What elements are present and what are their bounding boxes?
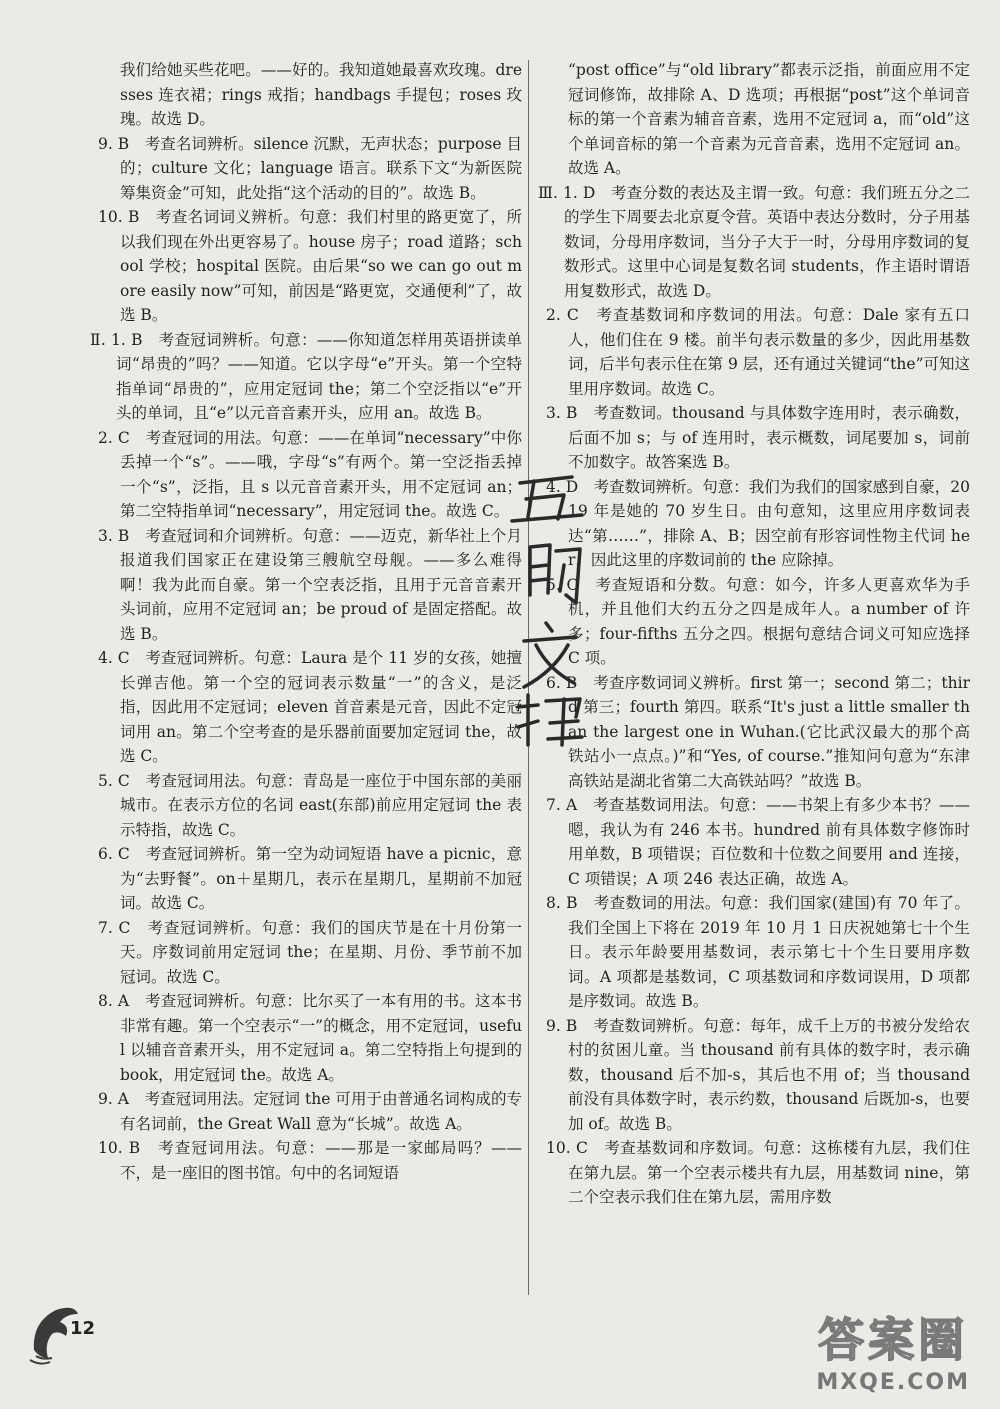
- answer-paragraph: 7. C 考查冠词辨析。句意：我们的国庆节是在十月份第一天。序数词前用定冠词 the；在星期、月份、季节前不加冠词。故选 C。: [98, 918, 522, 986]
- page-number: 12: [70, 1318, 96, 1339]
- answer-paragraph: 2. C 考查冠词的用法。句意：——在单词“necessary”中你丢掉一个“s”。——哦，字母“s”有两个。第一空泛指丢掉一个“s”，泛指，且 s 以元音音素开头，用不定冠词 an；第二空特指单词“necessary”，用定冠词 the。故选 C。: [98, 428, 522, 520]
- answer-paragraph: 9. A 考查冠词用法。定冠词 the 可用于由普通名词构成的专有名词前，the Great Wall 意为“长城”。故选 A。: [98, 1090, 522, 1133]
- answer-paragraph: 5. C 考查短语和分数。句意：如今，许多人更喜欢华为手机，并且他们大约五分之四是成年人。a number of 许多；four-fifths 五分之四。根据句意结合词义可知应选择 C 项。: [546, 575, 970, 667]
- handwritten-annotation: [502, 455, 592, 755]
- answer-paragraph: 6. C 考查冠词辨析。第一空为动词短语 have a picnic，意为“去野餐”。on＋星期几，表示在星期几，星期前不加冠词。故选 C。: [98, 845, 522, 912]
- answer-paragraph: 3. B 考查数词。thousand 与具体数字连用时，表示确数，后面不加 s；与 of 连用时，表示概数，词尾要加 s，词前不加数字。故答案选 B。: [546, 404, 970, 471]
- left-column: [90, 58, 522, 1185]
- answer-paragraph: 我们给她买些花吧。——好的。我知道她最喜欢玫瑰。dresses 连衣裙；rings 戒指；handbags 手提包；roses 玫瑰。故选 D。: [120, 61, 522, 128]
- answer-paragraph: 9. B 考查数词辨析。句意：每年，成千上万的书被分发给农村的贫困儿童。当 thousand 前有具体的数字时，表示确数，thousand 后不加-s，其后也不用 of；当 thousand 前没有具体数字时，表示约数，thousand 后既加-s，也要加 of。故选 B。: [546, 1016, 970, 1133]
- answer-paragraph: 10. C 考查基数词和序数词。句意：这栋楼有九层，我们住在第九层。第一个空表示楼共有九层，用基数词 nine，第二个空表示我们住在第九层，需用序数: [546, 1139, 970, 1206]
- answer-paragraph: “post office”与“old library”都表示泛指，前面应用不定冠词修饰，故排除 A、D 选项；再根据“post”这个单词音标的第一个音素为辅音音素，选用不定冠词 a，而“old”这个单词音标的第一个音素为元音音素，选用不定冠词 an。故选 A。: [568, 61, 970, 177]
- answer-paragraph: 8. A 考查冠词辨析。句意：比尔买了一本有用的书。这本书非常有趣。第一个空表示“一”的概念，用不定冠词，useful 以辅音音素开头，用不定冠词 a。第二空特指上句提到的 book，用定冠词 the。故选 A。: [98, 992, 522, 1084]
- answer-paragraph: 5. C 考查冠词用法。句意：青岛是一座位于中国东部的美丽城市。在表示方位的名词 east(东部)前应用定冠词 the 表示特指，故选 C。: [98, 771, 522, 839]
- answer-paragraph: 2. C 考查基数词和序数词的用法。句意：Dale 家有五口人，他们住在 9 楼。前半句表示数量的多少，因此用基数词，后半句表示住在第 9 层，还有通过关键词“the”可知这里用序数词。故选 C。: [546, 306, 970, 398]
- answer-paragraph: 7. A 考查基数词用法。句意：——书架上有多少本书？——嗯，我认为有 246 本书。hundred 前有具体数字修饰时用单数，B 项错误；百位数和十位数之间要用 and 连接，C 项错误；A 项 246 表达正确，故选 A。: [546, 796, 970, 888]
- watermark-url: MXQE.COM: [816, 1370, 970, 1395]
- answer-paragraph: 9. B 考查名词辨析。silence 沉默，无声状态；purpose 目的；culture 文化；language 语言。联系下文“为新医院筹集资金”可知，此处指“这个活动的目的”。故选 B。: [98, 134, 522, 202]
- answer-paragraph: 6. B 考查序数词词义辨析。first 第一；second 第二；third 第三；fourth 第四。联系“It's just a little smaller than the largest one in Wuhan.(它比武汉最大的那个高铁站小一点点。)”和“Yes, of course.”推知问句意为“东津高铁站是湖北省第二大高铁站吗？”故选 B。: [546, 673, 970, 790]
- answer-paragraph: 10. B 考查冠词用法。句意：——那是一家邮局吗？——不，是一座旧的图书馆。句中的名词短语: [98, 1139, 522, 1182]
- right-column: [538, 58, 970, 1210]
- watermark-title: 答案圈: [818, 1313, 969, 1367]
- answer-paragraph: 10. B 考查名词词义辨析。句意：我们村里的路更宽了，所以我们现在外出更容易了。house 房子；road 道路；school 学校；hospital 医院。由后果“so we can go out more easily now”可知，前因是“路更宽，交通便利”了，故选 B。: [98, 208, 522, 324]
- answer-paragraph: Ⅲ. 1. D 考查分数的表达及主谓一致。句意：我们班五分之二的学生下周要去北京夏令营。英语中表达分数时，分子用基数词，分母用序数词，当分子大于一时，分母用序数词的复数形式。这里中心词是复数名词 students，作主语时谓语用复数形式，故选 D。: [538, 183, 970, 300]
- answer-paragraph: 4. D 考查数词辨析。句意：我们为我们的国家感到自豪，2019 年是她的 70 岁生日。由句意知，这里应用序数词表达“第……”，排除 A、B；因空前有形容词性物主代词 her，因此这里的序数词前的 the 应除掉。: [546, 477, 970, 569]
- answer-paragraph: 3. B 考查冠词和介词辨析。句意：——迈克，新华社上个月报道我们国家正在建设第三艘航空母舰。——多么难得啊！我为此而自豪。第一个空表泛指，且用于元音音素开头词前，应用不定冠词 an；be proud of 是固定搭配。故选 B。: [98, 526, 522, 643]
- answer-paragraph: Ⅱ. 1. B 考查冠词辨析。句意：——你知道怎样用英语拼读单词“昂贵的”吗？——知道。它以字母“e”开头。第一个空特指单词“昂贵的”，应用定冠词 the；第二个空泛指以“e”开头的单词，且“e”以元音音素开头，应用 an。故选 B。: [90, 330, 522, 422]
- answer-paragraph: 4. C 考查冠词辨析。句意：Laura 是个 11 岁的女孩，她擅长弹吉他。第一个空的冠词表示数量“一”的含义，是泛指，因此用不定冠词；eleven 首音素是元音，因此不定冠词用 an。第二个空考查的是乐器前面要加定冠词 the，故选 C。: [98, 649, 522, 765]
- answer-paragraph: 8. B 考查数词的用法。句意：我们国家(建国)有 70 年了。我们全国上下将在 2019 年 10 月 1 日庆祝她第七十个生日。表示年龄要用基数词，表示第七十个生日要用序数词。A 项都是基数词，C 项基数词和序数词误用，D 项都是序数词。故选 B。: [546, 894, 970, 1010]
- watermark: [816, 1304, 970, 1395]
